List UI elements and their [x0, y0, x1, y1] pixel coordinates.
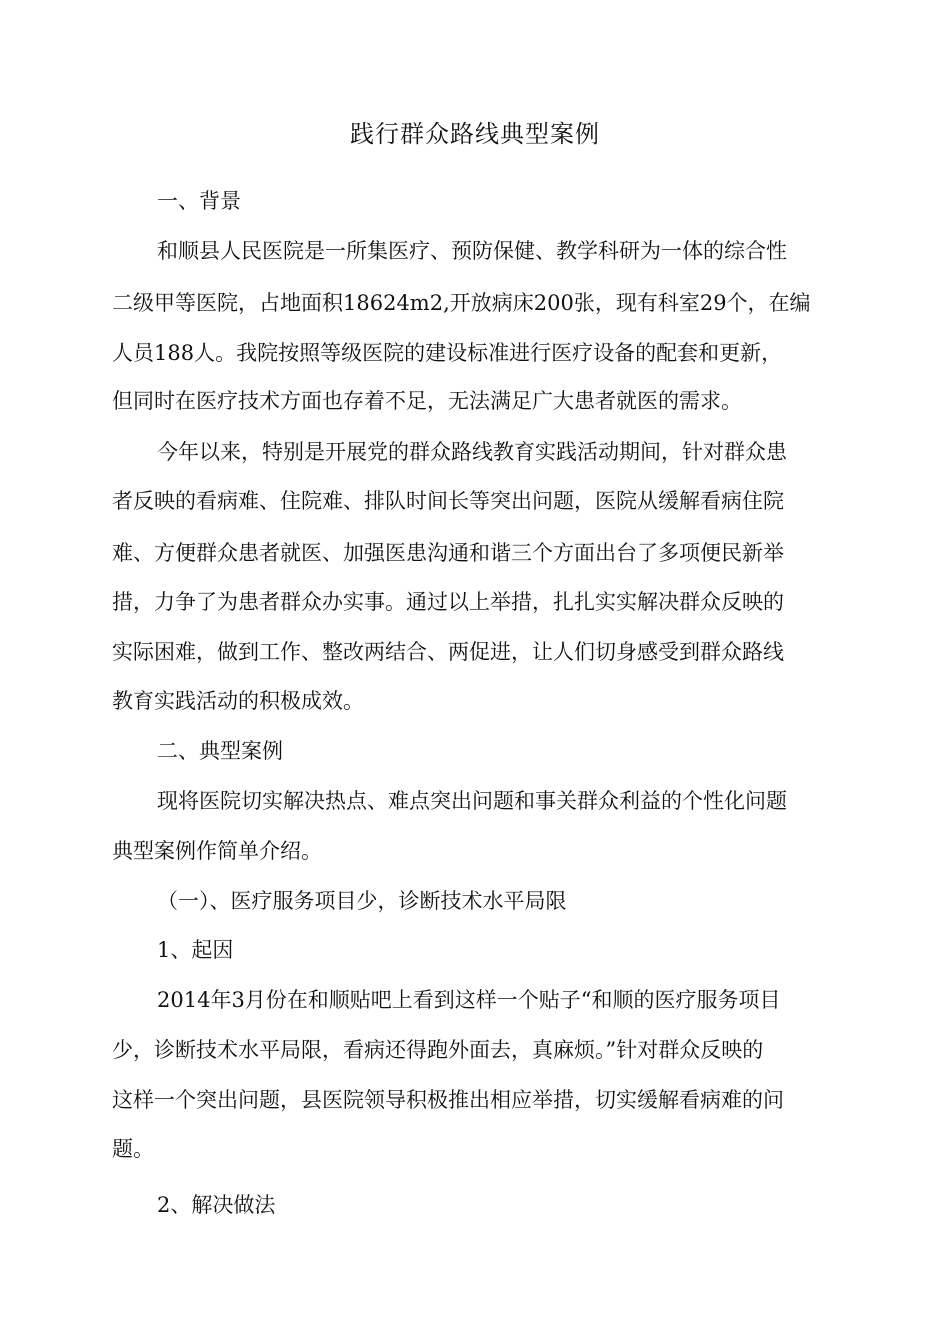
- paragraph-line: 少，诊断技术水平局限，看病还得跑外面去，真麻烦。”针对群众反映的: [112, 1038, 764, 1062]
- subheading-cause: 1、起因: [157, 938, 234, 962]
- paragraph-line: 题。: [112, 1137, 154, 1161]
- subheading-solution: 2、解决做法: [157, 1193, 276, 1217]
- paragraph-line: 实际困难，做到工作、整改两结合、两促进，让人们切身感受到群众路线: [112, 640, 784, 664]
- subheading-case-one: （一）、医疗服务项目少，诊断技术水平局限: [157, 889, 567, 913]
- paragraph-line: 措，力争了为患者群众办实事。通过以上举措，扎扎实实解决群众反映的: [112, 590, 784, 614]
- paragraph-line: 难、方便群众患者就医、加强医患沟通和谐三个方面出台了多项便民新举: [112, 541, 784, 565]
- paragraph-line: 二级甲等医院，占地面积18624m2,开放病床200张，现有科室29个，在编: [112, 291, 811, 315]
- paragraph-line: 今年以来，特别是开展党的群众路线教育实践活动期间，针对群众患: [157, 440, 787, 464]
- paragraph-line: 人员188人。我院按照等级医院的建设标准进行医疗设备的配套和更新，: [112, 341, 783, 365]
- paragraph-line: 教育实践活动的积极成效。: [112, 689, 364, 713]
- paragraph-line: 者反映的看病难、住院难、排队时间长等突出问题，医院从缓解看病住院: [112, 489, 784, 513]
- paragraph-line: 但同时在医疗技术方面也存着不足，无法满足广大患者就医的需求。: [112, 389, 742, 413]
- paragraph-line: 2014年3月份在和顺贴吧上看到这样一个贴子“和顺的医疗服务项目: [157, 988, 781, 1012]
- heading-background: 一、背景: [157, 189, 241, 213]
- paragraph-line: 这样一个突出问题，县医院领导积极推出相应举措，切实缓解看病难的问: [112, 1088, 784, 1112]
- paragraph-line: 现将医院切实解决热点、难点突出问题和事关群众利益的个性化问题: [157, 789, 787, 813]
- document-title: 践行群众路线典型案例: [350, 120, 600, 148]
- paragraph-line: 和顺县人民医院是一所集医疗、预防保健、教学科研为一体的综合性: [157, 239, 787, 263]
- heading-typical-cases: 二、典型案例: [157, 739, 283, 763]
- paragraph-line: 典型案例作简单介绍。: [112, 839, 322, 863]
